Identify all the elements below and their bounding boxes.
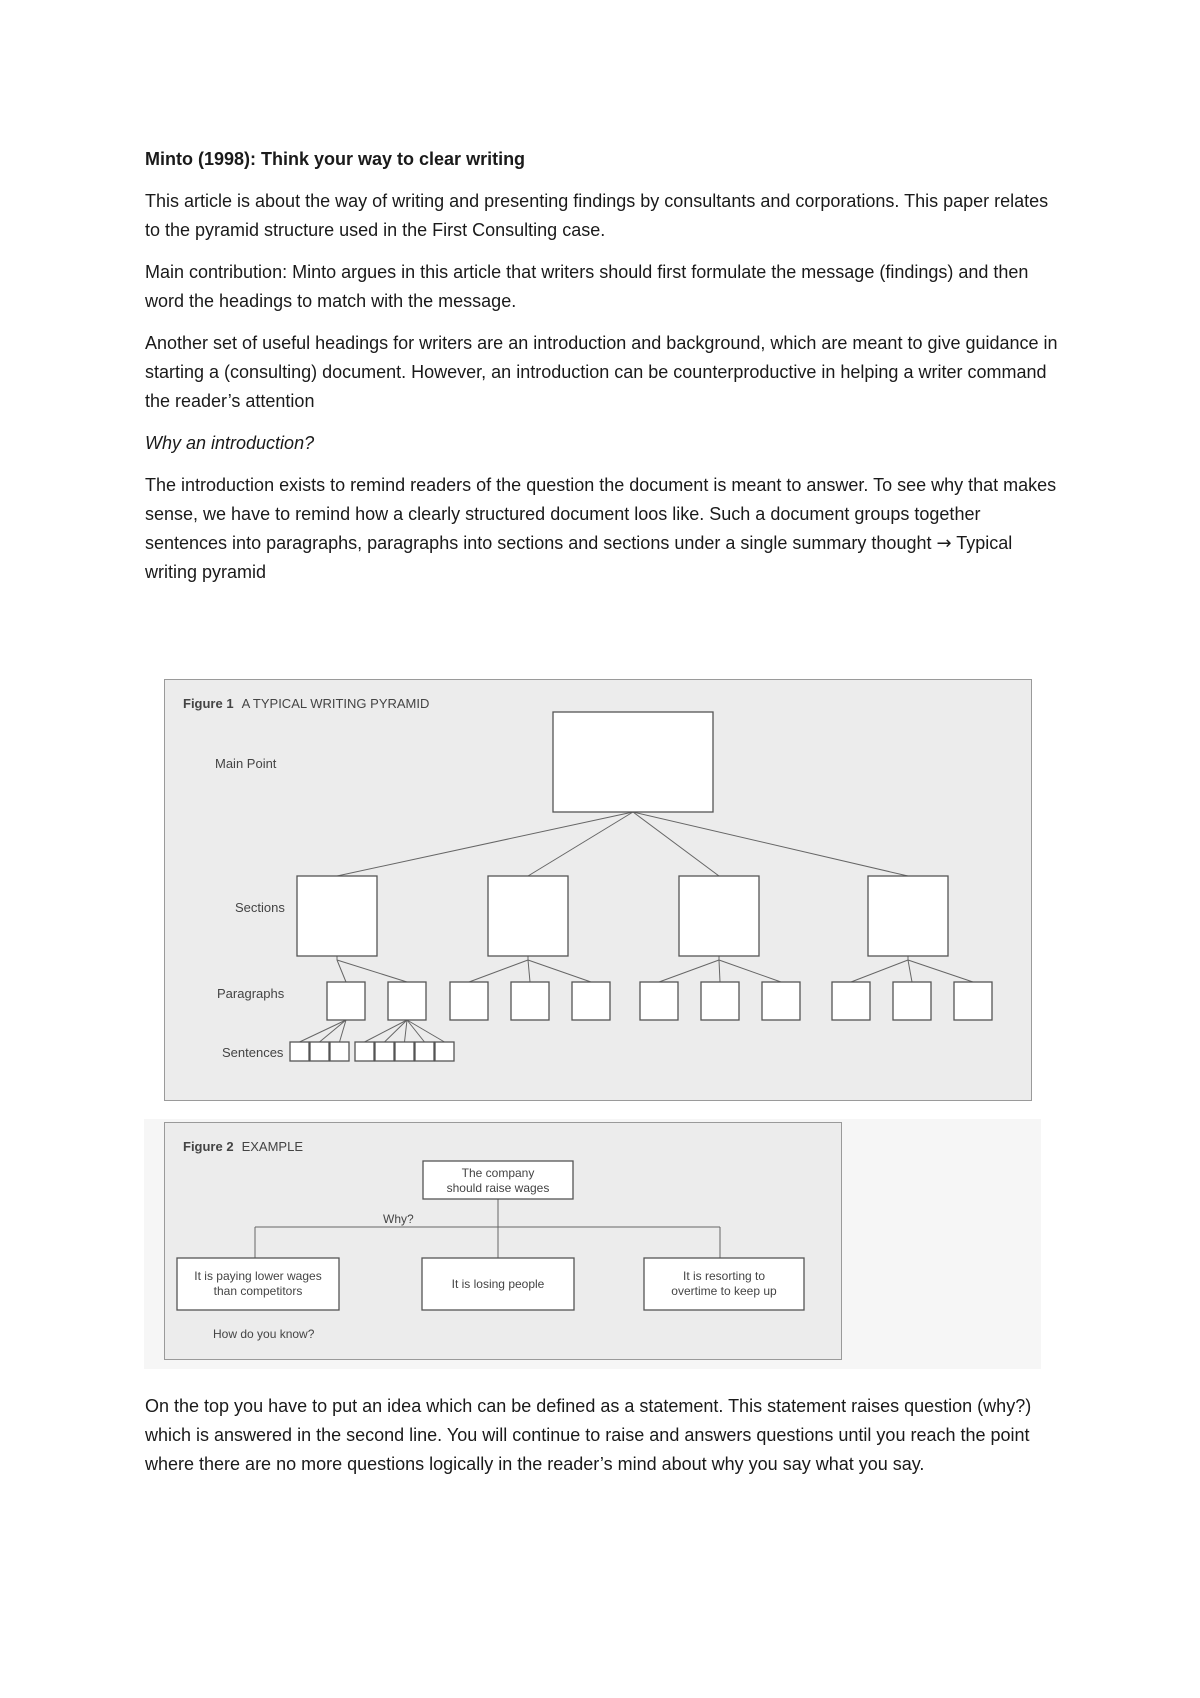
- document-title: Minto (1998): Think your way to clear writing: [145, 149, 526, 169]
- connector-section-to-paragraph: [659, 960, 719, 982]
- connector-section-to-paragraph: [719, 960, 720, 982]
- section-box: [297, 876, 377, 956]
- paragraph-closing: On the top you have to put an idea which can be defined as a statement. This statement raises question (why?) which is answered in the second line. You will continue to raise and answers questions until you reach the point where there are no more questions logically in the reader’s mind about why you say what you say.: [145, 1396, 1032, 1474]
- introduction-text: The introduction exists to remind readers of the question the document is meant to answer. To see why that makes sense, we have to remind how a clearly structured document loos like. Such a document groups together sentences into paragraphs, paragraphs into sections and sections under a single summary thought: [145, 475, 1057, 553]
- sentence-box: [435, 1042, 454, 1061]
- paragraph-box: [640, 982, 678, 1020]
- connector-section-to-paragraph: [528, 960, 530, 982]
- connector-section-to-paragraph: [528, 960, 591, 982]
- paragraph-box: [832, 982, 870, 1020]
- closing-section: [145, 1392, 1065, 1492]
- connector-section-to-paragraph: [337, 960, 346, 982]
- figure2-caption: EXAMPLE: [241, 1139, 303, 1154]
- connector-section-to-paragraph: [908, 960, 973, 982]
- sentence-box: [355, 1042, 374, 1061]
- sentence-box: [310, 1042, 329, 1061]
- sentence-box: [395, 1042, 414, 1061]
- reason-lower-wages-line-1: It is paying lower wages: [194, 1269, 322, 1283]
- paragraph-article-summary: This article is about the way of writing and presenting findings by consultants and corporations. This paper relates to the pyramid structure used in the First Consulting case.: [145, 191, 1049, 240]
- connector-main-to-section: [633, 812, 908, 876]
- paragraph-box: [327, 982, 365, 1020]
- paragraph-box: [893, 982, 931, 1020]
- row-label-paragraphs: Paragraphs: [217, 986, 285, 1001]
- connector-section-to-paragraph: [851, 960, 908, 982]
- figure2-number: Figure 2: [183, 1139, 234, 1154]
- connector-main-to-section: [528, 812, 633, 876]
- reason-overtime-line-1: It is resorting to: [682, 1269, 766, 1283]
- paragraph-box: [954, 982, 992, 1020]
- why-label: Why?: [383, 1212, 414, 1226]
- section-box: [679, 876, 759, 956]
- paragraph-box: [388, 982, 426, 1020]
- connector-paragraph-to-sentence: [407, 1020, 425, 1042]
- figure-example: [164, 1122, 842, 1360]
- connector-section-to-paragraph: [908, 960, 912, 982]
- figure1-number: Figure 1: [183, 696, 234, 711]
- introduction-tail: Typical writing pyramid: [145, 533, 1013, 582]
- main-point-box: [553, 712, 713, 812]
- document-body: [145, 145, 1065, 600]
- figure2-label: [183, 1139, 303, 1154]
- paragraph-box: [701, 982, 739, 1020]
- paragraph-main-contribution: Main contribution: Minto argues in this article that writers should first formulate the message (findings) and then word the headings to match with the message.: [145, 262, 1029, 311]
- figure-typical-writing-pyramid: [164, 679, 1032, 1101]
- reason-overtime-line-2: overtime to keep up: [671, 1284, 777, 1298]
- figure1-caption: A TYPICAL WRITING PYRAMID: [241, 696, 430, 711]
- connector-paragraph-to-sentence: [407, 1020, 445, 1042]
- paragraph-useful-headings: Another set of useful headings for writers are an introduction and background, which are meant to give guidance in starting a (consulting) document. However, an introduction can be counterproductive in helping a writer command the reader’s attention: [145, 333, 1058, 411]
- sentence-box: [330, 1042, 349, 1061]
- subheading-why-introduction: Why an introduction?: [145, 433, 315, 453]
- figure1-label: [183, 696, 429, 711]
- row-label-sentences: Sentences: [222, 1045, 284, 1060]
- row-label-main-point: Main Point: [215, 756, 277, 771]
- connector-paragraph-to-sentence: [385, 1020, 408, 1042]
- connector-section-to-paragraph: [719, 960, 781, 982]
- connector-main-to-section: [337, 812, 633, 876]
- statement-line-1: The company: [461, 1166, 535, 1180]
- how-do-you-know-label: How do you know?: [213, 1327, 315, 1341]
- paragraph-box: [511, 982, 549, 1020]
- connector-paragraph-to-sentence: [405, 1020, 408, 1042]
- paragraph-box: [572, 982, 610, 1020]
- connector-section-to-paragraph: [469, 960, 528, 982]
- sentence-box: [375, 1042, 394, 1061]
- statement-line-2: should raise wages: [446, 1181, 550, 1195]
- paragraph-box: [450, 982, 488, 1020]
- sentence-box: [415, 1042, 434, 1061]
- right-arrow-icon: →: [936, 533, 952, 554]
- reason-lower-wages-line-2: than competitors: [213, 1284, 303, 1298]
- paragraph-introduction: [145, 471, 1065, 587]
- example-diagram: [165, 1123, 843, 1361]
- row-label-sections: Sections: [235, 900, 285, 915]
- sentence-box: [290, 1042, 309, 1061]
- connector-paragraph-to-sentence: [365, 1020, 408, 1042]
- connector-section-to-paragraph: [337, 960, 407, 982]
- section-box: [488, 876, 568, 956]
- section-box: [868, 876, 948, 956]
- paragraph-box: [762, 982, 800, 1020]
- reason-losing-people: It is losing people: [451, 1277, 545, 1291]
- pyramid-diagram: [165, 680, 1033, 1102]
